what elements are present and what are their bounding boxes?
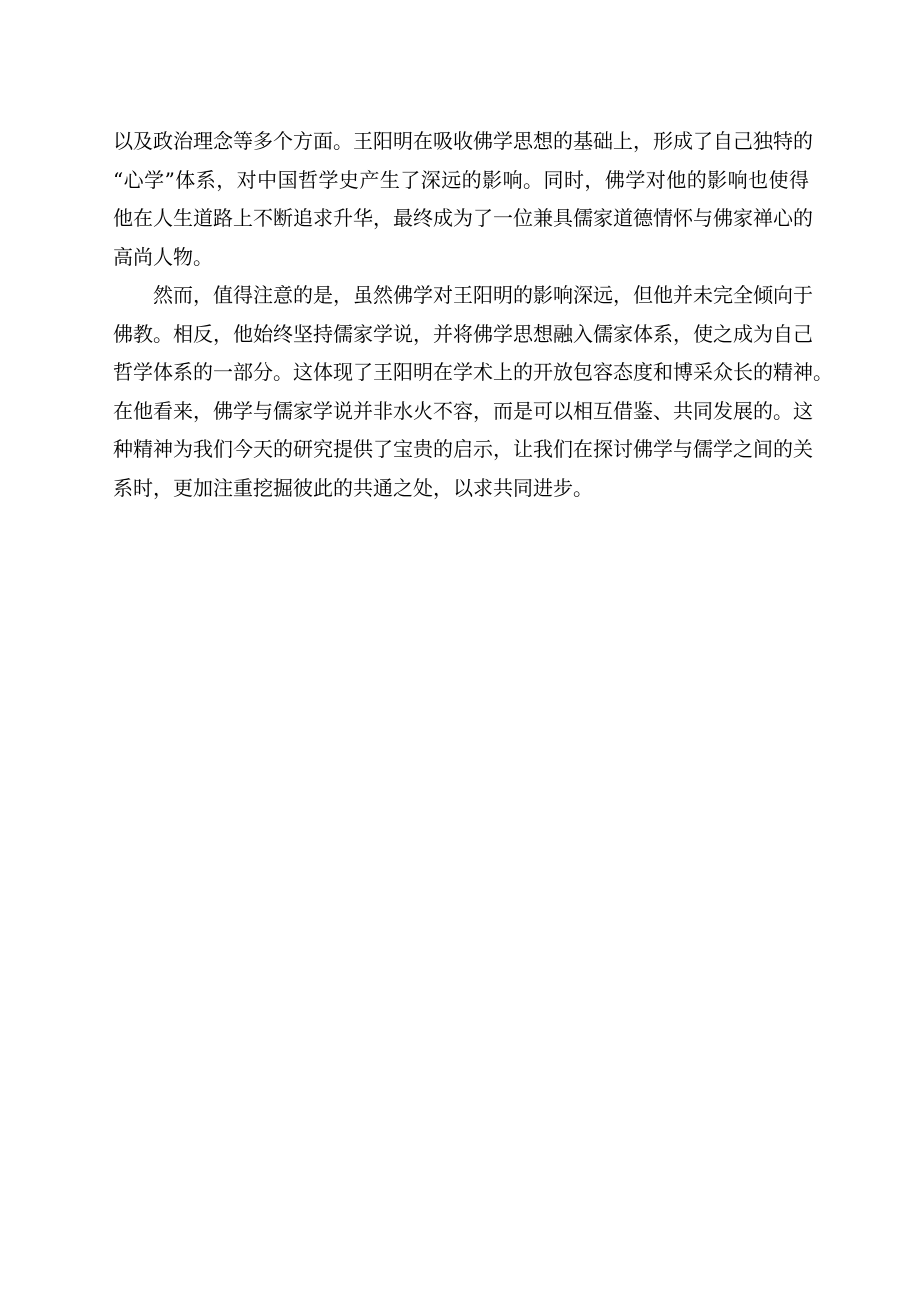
text-line: 以及政治理念等多个方面。王阳明在吸收佛学思想的基础上，形成了自己独特的 — [113, 129, 813, 153]
text-line: 高尚人物。 — [113, 244, 213, 269]
text-line: 哲学体系的一部分。这体现了王阳明在学术上的开放包容态度和博采众长的精神。 — [113, 360, 833, 384]
paragraph-1 — [113, 122, 813, 276]
text-line: 佛教。相反，他始终坚持儒家学说，并将佛学思想融入儒家体系，使之成为自己 — [113, 321, 813, 346]
body-text — [113, 122, 833, 507]
text-line: 在他看来，佛学与儒家学说并非水火不容，而是可以相互借鉴、共同发展的。这 — [113, 398, 813, 423]
text-line: 系时，更加注重挖掘彼此的共通之处，以求共同进步。 — [113, 475, 593, 500]
text-line: 种精神为我们今天的研究提供了宝贵的启示，让我们在探讨佛学与儒学之间的关 — [113, 437, 813, 461]
text-line: 他在人生道路上不断追求升华，最终成为了一位兼具儒家道德情怀与佛家禅心的 — [113, 206, 813, 230]
paragraph-2 — [113, 276, 833, 507]
text-line: 然而，值得注意的是，虽然佛学对王阳明的影响深远，但他并未完全倾向于 — [153, 283, 813, 307]
text-line: “心学”体系，对中国哲学史产生了深远的影响。同时，佛学对他的影响也使得 — [113, 167, 809, 192]
